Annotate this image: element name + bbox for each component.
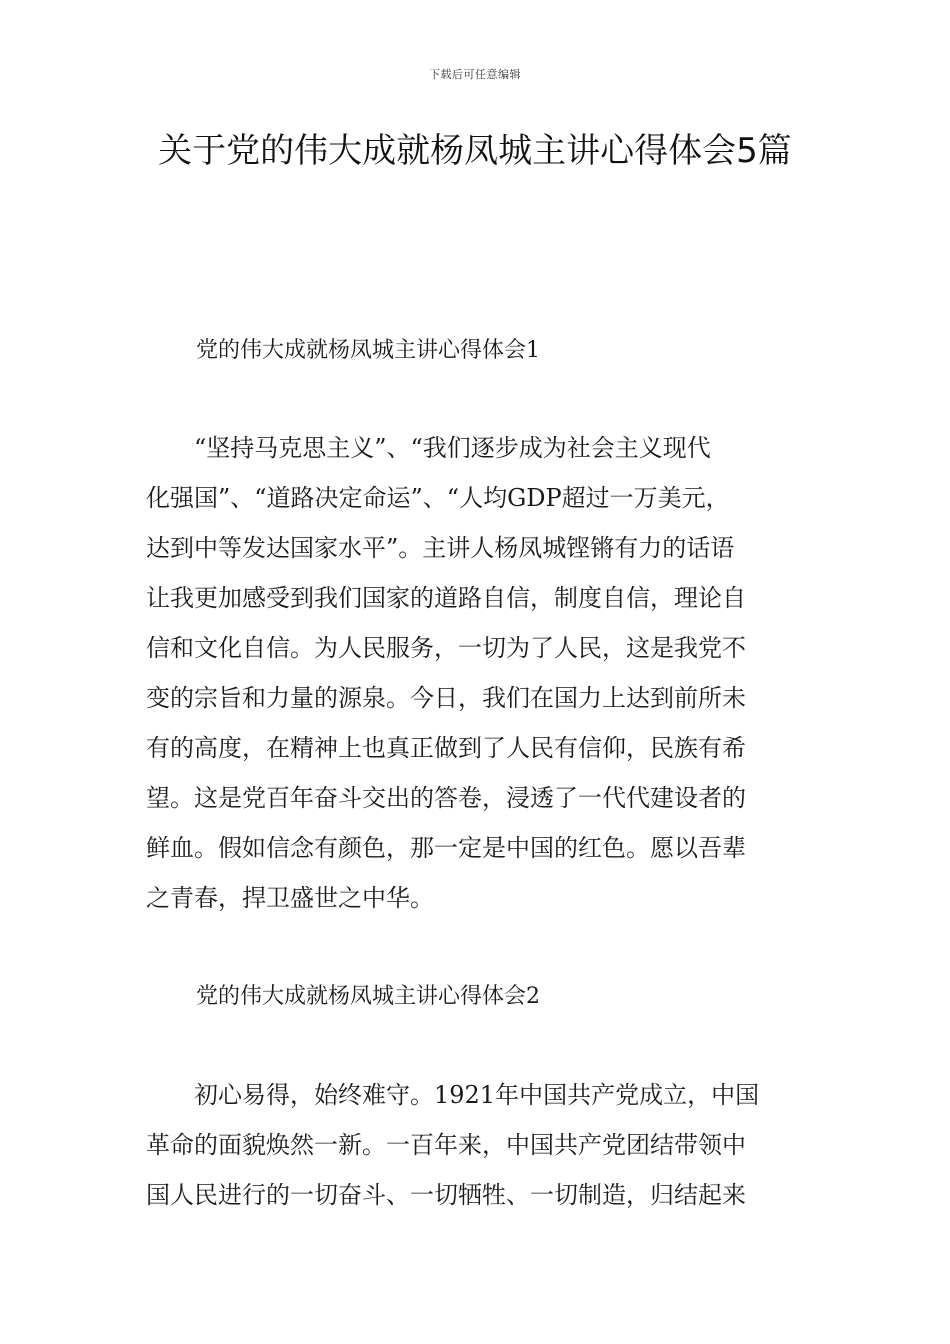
body-line: 之青春，捍卫盛世之中华。	[146, 884, 434, 912]
body-line: 达到中等发达国家水平”。主讲人杨凤城铿锵有力的话语	[146, 534, 735, 562]
body-line: 让我更加感受到我们国家的道路自信，制度自信，理论自	[146, 584, 746, 612]
body-line: 鲜血。假如信念有颜色，那一定是中国的红色。愿以吾辈	[146, 834, 746, 862]
section-heading-1: 党的伟大成就杨凤城主讲心得体会1	[196, 338, 540, 363]
body-line: 信和文化自信。为人民服务，一切为了人民，这是我党不	[146, 634, 746, 662]
body-line: 国人民进行的一切奋斗、一切牺牲、一切制造，归结起来	[146, 1181, 746, 1209]
body-line: 有的高度，在精神上也真正做到了人民有信仰，民族有希	[146, 734, 746, 762]
body-line: 化强国”、“道路决定命运”、“人均GDP超过一万美元，	[146, 484, 730, 512]
section-body-1	[146, 423, 806, 923]
document-title: 关于党的伟大成就杨凤城主讲心得体会5篇	[158, 131, 792, 171]
section-heading-2: 党的伟大成就杨凤城主讲心得体会2	[196, 984, 540, 1009]
section-body-2	[146, 1070, 806, 1220]
body-line: 初心易得，始终难守。1921年中国共产党成立，中国	[194, 1081, 760, 1109]
header-note: 下载后可任意编辑	[429, 68, 521, 81]
body-line: “坚持马克思主义”、“我们逐步成为社会主义现代	[194, 434, 711, 462]
body-line: 革命的面貌焕然一新。一百年来，中国共产党团结带领中	[146, 1131, 746, 1159]
body-line: 变的宗旨和力量的源泉。今日，我们在国力上达到前所未	[146, 684, 746, 712]
body-line: 望。这是党百年奋斗交出的答卷，浸透了一代代建设者的	[146, 784, 746, 812]
